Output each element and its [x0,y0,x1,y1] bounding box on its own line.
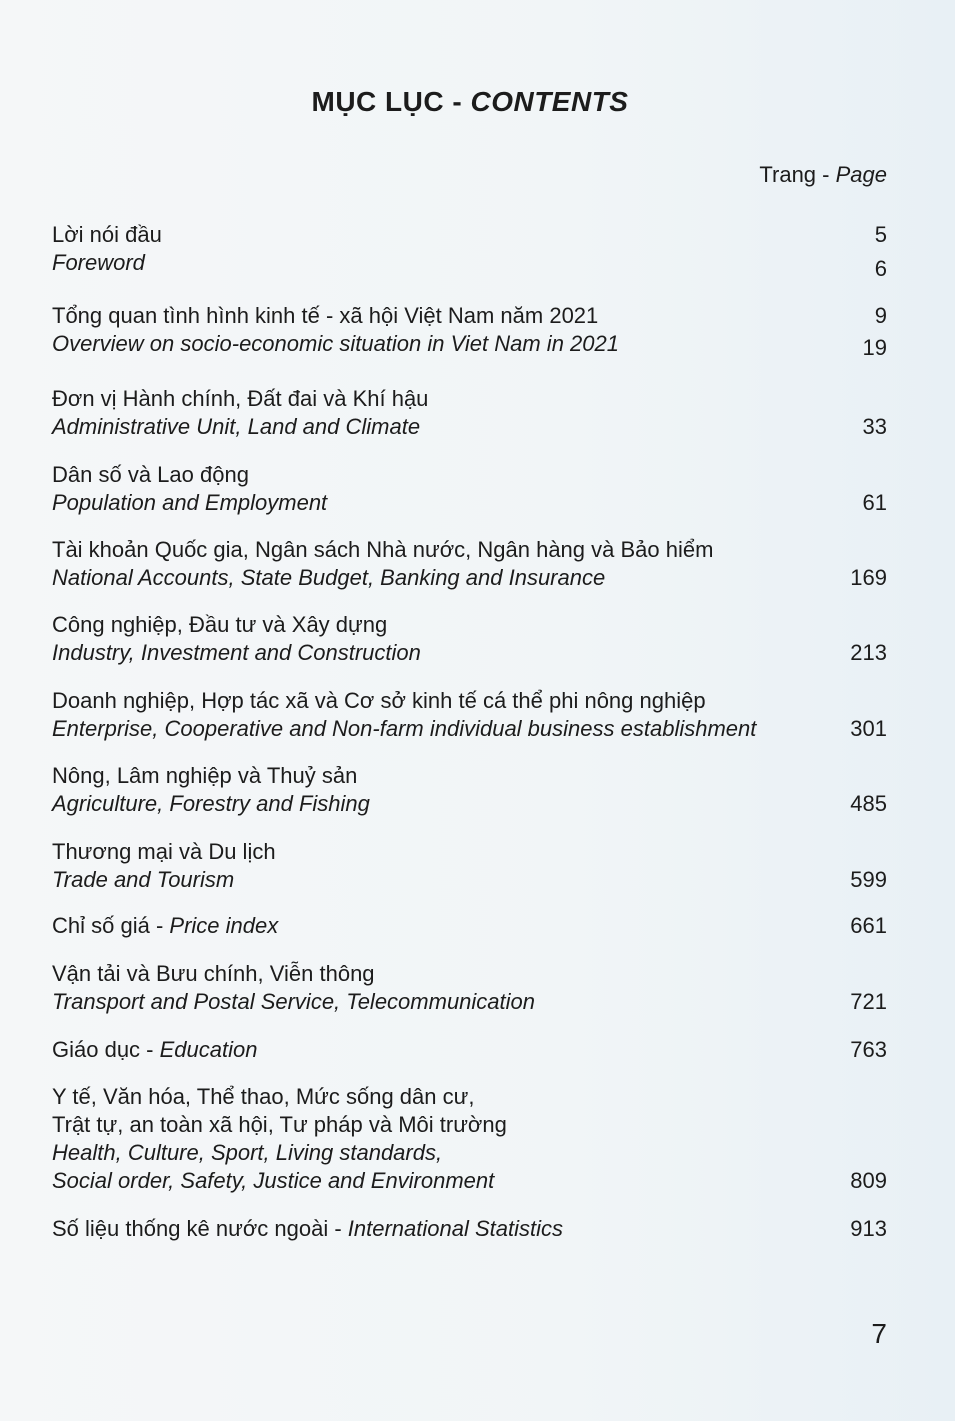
toc-page-number: 661 [850,913,887,938]
toc-title-vi: Vận tải và Bưu chính, Viễn thông [52,961,375,986]
toc-page-number: 485 [850,791,887,816]
toc-title-vi: Y tế, Văn hóa, Thể thao, Mức sống dân cư, [52,1084,475,1109]
toc-title-en: Agriculture, Forestry and Fishing [52,791,370,816]
toc-title-en: Price index [169,913,279,938]
toc-page-number: 213 [850,640,887,665]
toc-page-number: 61 [862,490,887,515]
page-column-header [759,162,887,188]
toc-page-number: 19 [862,335,887,360]
page-title [0,86,940,118]
title-vi: MỤC LỤC - [311,86,471,117]
toc-entry-education[interactable] [52,1036,887,1064]
toc-title-vi: Chỉ số giá - [52,913,170,938]
toc-title-en: Administrative Unit, Land and Climate [52,414,421,439]
toc-title-vi: Nông, Lâm nghiệp và Thuỷ sản [52,763,358,788]
toc-entry-population[interactable] [52,461,887,517]
toc-entry-agriculture[interactable] [52,762,887,818]
toc-title-en: International Statistics [347,1216,564,1241]
toc-title-en: Social order, Safety, Justice and Environment [52,1168,495,1193]
toc-title-vi: Số liệu thống kê nước ngoài - [52,1216,348,1241]
toc-entry-national-accounts[interactable] [52,536,887,592]
toc-title-vi: Doanh nghiệp, Hợp tác xã và Cơ sở kinh tế cá thể phi nông nghiệp [52,688,706,713]
toc-page-number: 913 [850,1216,887,1241]
toc-page-number: 301 [850,716,887,741]
toc-entry-health[interactable] [52,1083,887,1195]
toc-page-number: 599 [850,867,887,892]
toc-title-en: Transport and Postal Service, Telecommunication [52,989,536,1014]
toc-entry-trade[interactable] [52,838,887,894]
toc-title-vi: Trật tự, an toàn xã hội, Tư pháp và Môi trường [52,1112,507,1137]
title-en: CONTENTS [470,86,629,117]
toc-title-vi: Lời nói đầu [52,222,162,247]
toc-title-en: Population and Employment [52,490,328,515]
toc-page-number: 763 [850,1037,887,1062]
toc-page-number: 5 [874,222,887,247]
toc-entry-transport[interactable] [52,960,887,1016]
toc-title-vi: Đơn vị Hành chính, Đất đai và Khí hậu [52,386,429,411]
toc-entry-price-index[interactable] [52,912,887,940]
toc-title-vi: Tài khoản Quốc gia, Ngân sách Nhà nước, Ngân hàng và Bảo hiểm [52,537,714,562]
toc-entry-administrative[interactable] [52,385,887,441]
toc-entry-international[interactable] [52,1215,887,1243]
toc-title-vi: Giáo dục - [52,1037,160,1062]
page-folio-number: 7 [871,1318,887,1349]
toc-title-en: Health, Culture, Sport, Living standards, [52,1140,443,1165]
toc-title-en: Industry, Investment and Construction [52,640,421,665]
toc-title-en: Trade and Tourism [52,867,235,892]
toc-title-vi: Tổng quan tình hình kinh tế - xã hội Việt Nam năm 2021 [52,303,599,328]
toc-title-en: Education [159,1037,258,1062]
page-header-en: Page [835,162,887,187]
toc-title-vi: Thương mại và Du lịch [52,839,276,864]
toc-title-en: Foreword [52,250,145,275]
toc-title-en: National Accounts, State Budget, Banking and Insurance [52,565,606,590]
toc-entry-foreword[interactable] [52,221,887,281]
page-header-vi: Trang - [759,162,836,187]
toc-entry-industry[interactable] [52,611,887,667]
toc-page-number: 169 [850,565,887,590]
toc-title-en: Overview on socio-economic situation in Viet Nam in 2021 [52,331,619,356]
toc-title-vi: Dân số và Lao động [52,462,249,487]
toc-page-number: 6 [874,256,887,281]
toc-entry-enterprise[interactable] [52,687,887,743]
toc-page-number: 721 [850,989,887,1014]
toc-page-number: 809 [850,1168,887,1193]
toc-page-number: 33 [862,414,887,439]
toc-title-en: Enterprise, Cooperative and Non-farm individual business establishment [52,716,757,741]
toc-entry-overview[interactable] [52,302,887,358]
toc-title-vi: Công nghiệp, Đầu tư và Xây dựng [52,612,388,637]
toc-page-number: 9 [874,303,887,328]
